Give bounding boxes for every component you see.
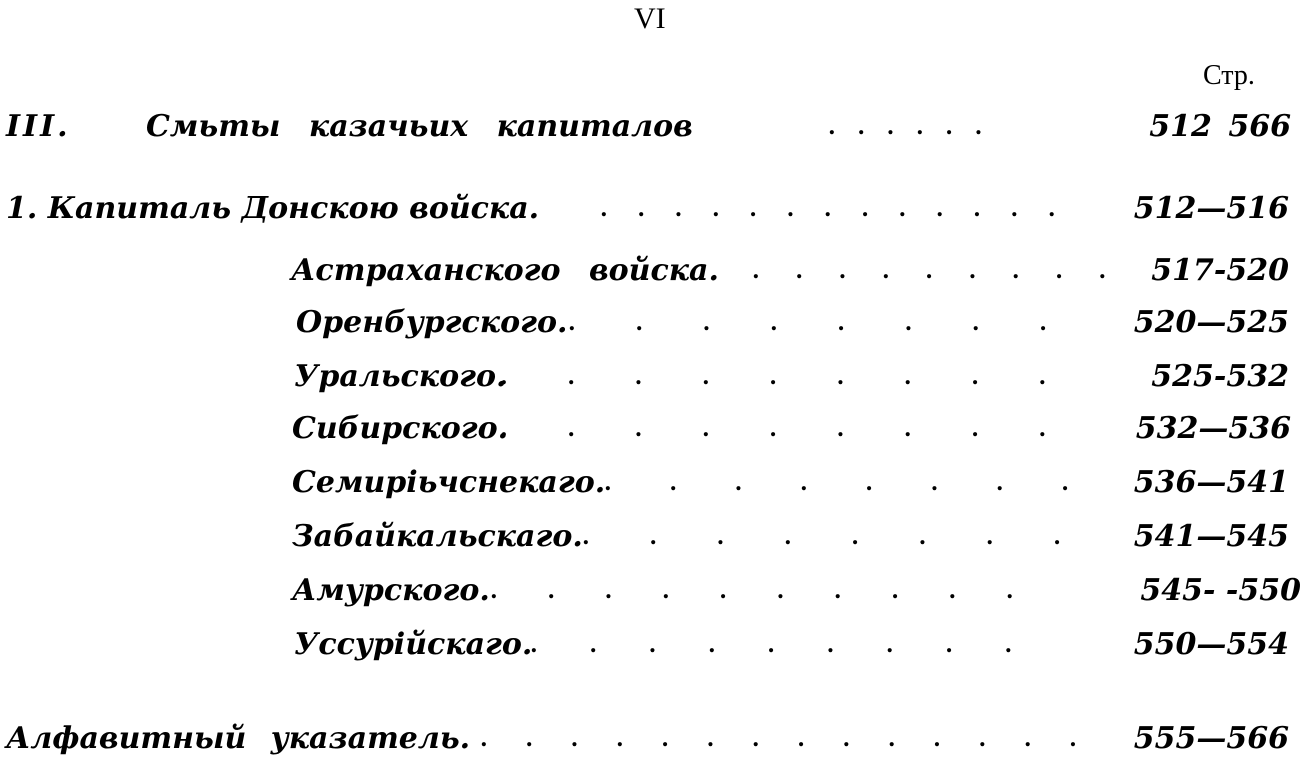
index-dot-leader: . . . . . . . . . . . . . .: [480, 726, 1077, 752]
toc-entry-pages: 517-520: [1151, 253, 1289, 288]
toc-entry-dot-leader: . . . . . . . .: [568, 310, 1047, 336]
toc-entry-title: Сибирского.: [292, 411, 509, 446]
toc-entry-title: 1. Капиталь Донскою войска.: [6, 191, 540, 226]
toc-entry-dot-leader: . . . . . . . . .: [530, 632, 1013, 658]
toc-entry-dot-leader: . . . . . . . . .: [500, 364, 1047, 390]
page-number: VI: [634, 2, 666, 35]
section-title: Смьты казачьих капиталов: [146, 109, 693, 144]
toc-entry-dot-leader: . . . . . . . . . . . . .: [600, 196, 1056, 222]
toc-entry-title: Оренбургского.: [296, 305, 568, 340]
toc-entry-dot-leader: . . . . . . . . .: [500, 416, 1047, 442]
toc-entry-dot-leader: . . . . . . . .: [604, 470, 1069, 496]
toc-entry-pages: 550—554: [1133, 627, 1289, 662]
toc-entry-pages: 536—541: [1133, 465, 1289, 500]
toc-entry-pages: 532—536: [1135, 411, 1291, 446]
toc-entry-title: Амурского.: [292, 573, 490, 608]
section-dot-leader: . . . . . .: [828, 114, 983, 140]
toc-entry-title: Уссурійскаго.: [294, 627, 533, 662]
toc-entry-pages: 545- -550: [1140, 573, 1301, 608]
toc-entry-title: Уральского.: [294, 359, 507, 394]
index-pages: 555—566: [1133, 721, 1289, 756]
toc-entry-title: Астраханского войска.: [291, 253, 719, 288]
toc-entry-dot-leader: . . . . . . . .: [582, 524, 1061, 550]
toc-entry-title: Забайкальскаго.: [292, 519, 583, 554]
toc-entry-pages: 525-532: [1151, 359, 1289, 394]
toc-entry-pages: 512—516: [1133, 191, 1289, 226]
toc-entry-dot-leader: . . . . . . . . . .: [490, 578, 1014, 604]
toc-entry-pages: 520—525: [1133, 305, 1289, 340]
toc-entry-title: Семиріьчснекаго.: [292, 465, 606, 500]
toc-entry-dot-leader: . . . . . . . . .: [752, 258, 1107, 284]
toc-entry-pages: 541—545: [1133, 519, 1289, 554]
section-numeral: III.: [6, 109, 71, 144]
section-pages: 512 566: [1149, 109, 1291, 144]
index-title: Алфавитный указатель.: [6, 721, 471, 756]
pages-column-label: Стр.: [1203, 60, 1255, 91]
